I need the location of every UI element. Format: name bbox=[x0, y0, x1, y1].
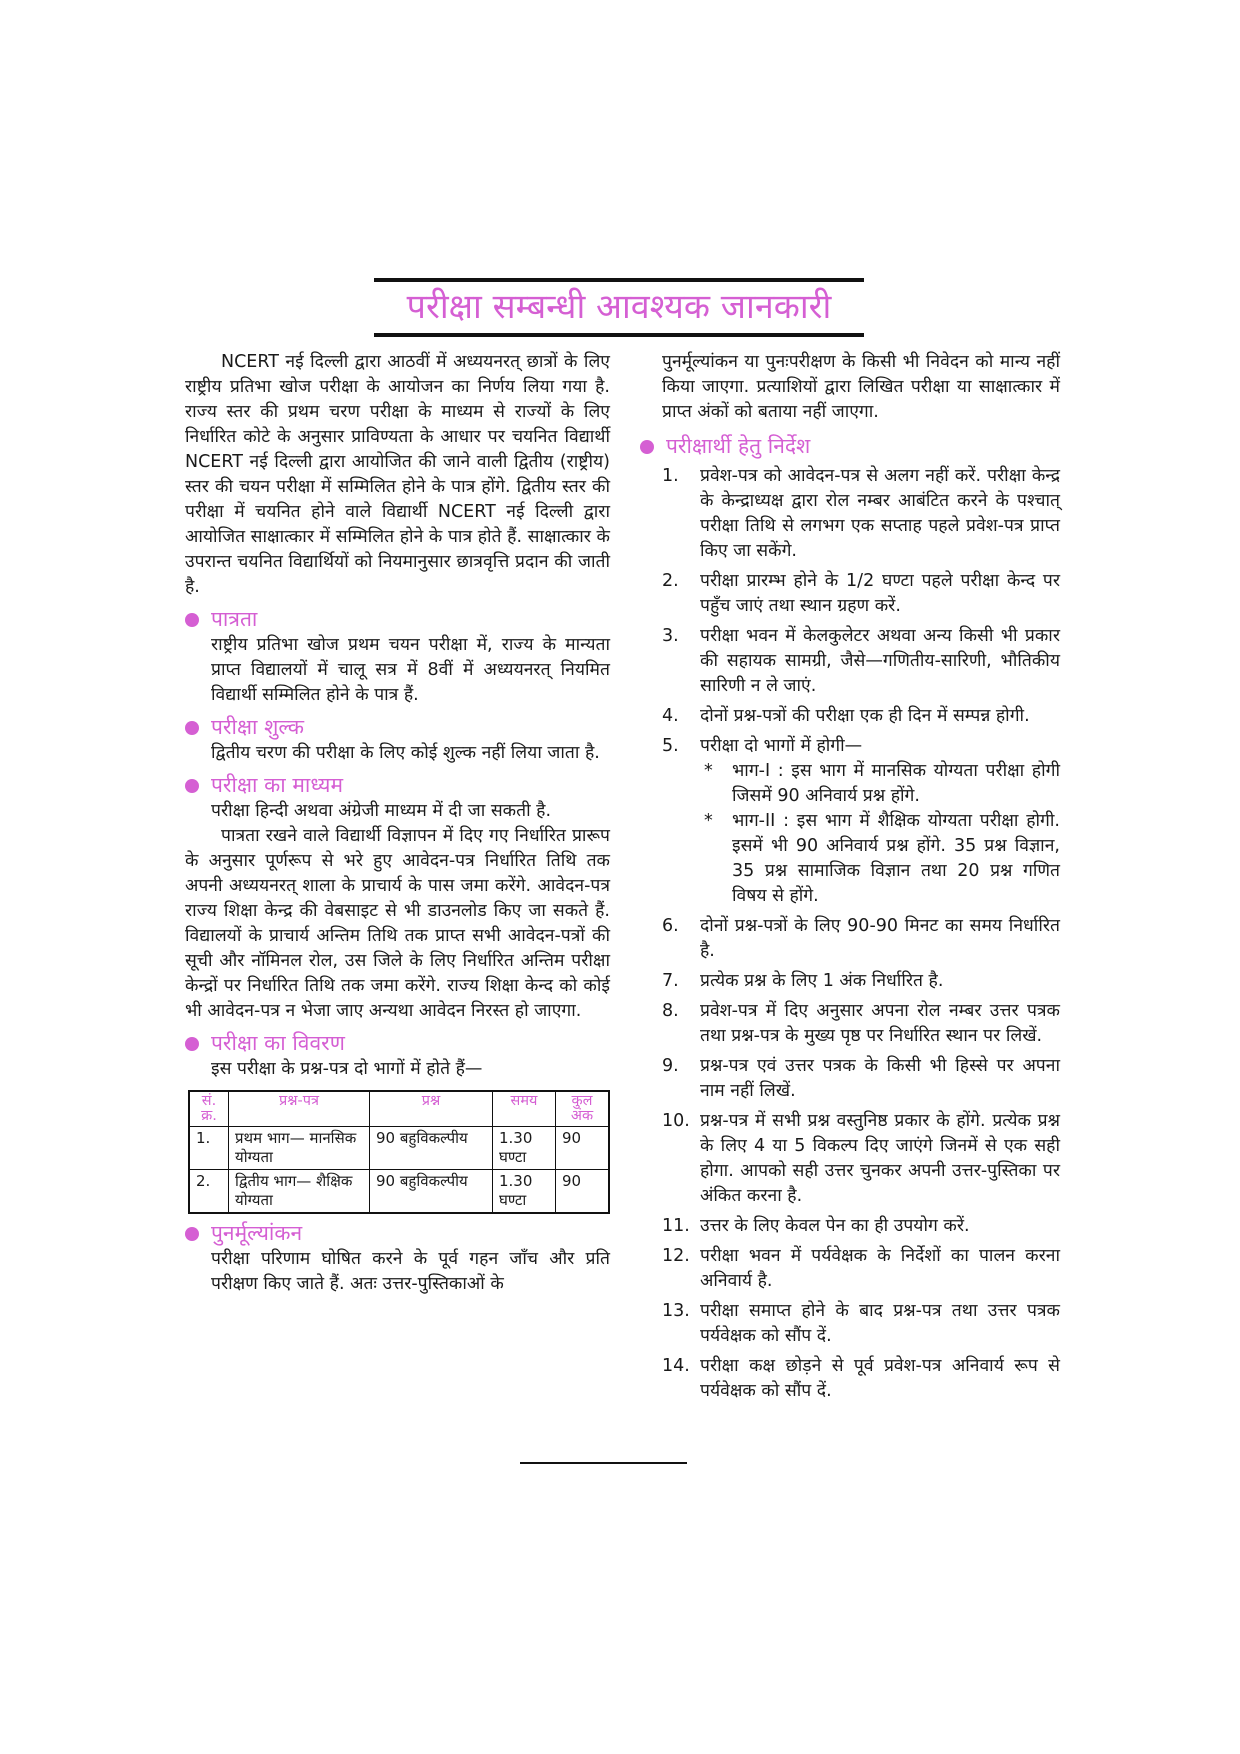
table-cell: 90 बहुविकल्पीय bbox=[370, 1127, 493, 1170]
item-text: दोनों प्रश्न-पत्रों के लिए 90-90 मिनट का समय निर्धारित है. bbox=[700, 916, 1060, 961]
bullet-icon bbox=[185, 1227, 199, 1241]
bullet-icon bbox=[185, 721, 199, 735]
fee-text: द्वितीय चरण की परीक्षा के लिए कोई शुल्क नहीं लिया जाता है. bbox=[211, 743, 600, 763]
list-item bbox=[662, 1214, 1060, 1239]
bullet-icon bbox=[185, 1037, 199, 1051]
section-title: परीक्षार्थी हेतु निर्देश bbox=[666, 434, 811, 458]
instruction-list bbox=[640, 464, 1060, 1404]
item-text: परीक्षा भवन में पर्यवेक्षक के निर्देशों का पालन करना अनिवार्य है. bbox=[700, 1246, 1060, 1291]
medium-text-1: परीक्षा हिन्दी अथवा अंग्रेजी माध्यम में दी जा सकती है. bbox=[211, 801, 552, 821]
table-cell: 90 bbox=[556, 1127, 610, 1170]
item-number: 3. bbox=[662, 626, 679, 646]
item-text: प्रवेश-पत्र को आवेदन-पत्र से अलग नहीं करें. परीक्षा केन्द्र के केन्द्राध्यक्ष द्वारा रोल नम्बर आबंटित करने के पश्चात् परीक्षा तिथि से लगभग एक सप्ताह पहले प्रवेश-पत्र प्राप्त किए जा सकेंगे. bbox=[700, 466, 1060, 561]
section-heading-fee bbox=[185, 714, 610, 741]
header-cell: सं. क्र. bbox=[189, 1091, 229, 1127]
eligibility-text: राष्ट्रीय प्रतिभा खोज प्रथम चयन परीक्षा में, राज्य के मान्यता प्राप्त विद्यालयों में चालू सत्र में 8वीं में अध्ययनरत् नियमित विद्यार्थी सम्मिलित होने के पात्र हैं. bbox=[211, 635, 610, 705]
table-cell: 1.30 घण्टा bbox=[493, 1170, 556, 1214]
list-item bbox=[662, 1299, 1060, 1349]
intro-paragraph: NCERT नई दिल्ली द्वारा आठवीं में अध्ययनरत् छात्रों के लिए राष्ट्रीय प्रतिभा खोज परीक्षा के आयोजन का निर्णय लिया गया है. राज्य स्तर की प्रथम चरण परीक्षा के माध्यम से राज्यों के लिए निर्धारित कोटे के अनुसार प्राविण्यता के आधार पर चयनित विद्यार्थी NCERT नई दिल्ली द्वारा आयोजित की जाने वाली द्वितीय (राष्ट्रीय) स्तर की चयन परीक्षा में सम्मिलित होने के पात्र होंगे. द्वितीय स्तर की परीक्षा में चयनित होने वाले विद्यार्थी NCERT नई दिल्ली द्वारा आयोजित साक्षात्कार में सम्मिलित होने के पात्र होते हैं. साक्षात्कार के उपरान्त चयनित विद्यार्थियों को नियमानुसार छात्रवृत्ति प्रदान की जाती है. bbox=[185, 352, 610, 597]
item-number: 14. bbox=[662, 1356, 690, 1376]
item-text: दोनों प्रश्न-पत्रों की परीक्षा एक ही दिन में सम्पन्न होगी. bbox=[700, 706, 1030, 726]
item-text: प्रत्येक प्रश्न के लिए 1 अंक निर्धारित है. bbox=[700, 971, 944, 991]
table-cell: 1.30 घण्टा bbox=[493, 1127, 556, 1170]
section-title: परीक्षा का माध्यम bbox=[211, 773, 344, 797]
title-bottom-rule bbox=[374, 333, 864, 337]
table-header-row bbox=[189, 1091, 609, 1127]
table-cell: 2. bbox=[189, 1170, 229, 1214]
item-number: 11. bbox=[662, 1216, 690, 1236]
item-number: 10. bbox=[662, 1111, 690, 1131]
item-text: परीक्षा भवन में केलकुलेटर अथवा अन्य किसी भी प्रकार की सहायक सामग्री, जैसे—गणितीय-सारिणी, भौतिकीय सारिणी न ले जाएं. bbox=[700, 626, 1060, 696]
header-cell: प्रश्न-पत्र bbox=[229, 1091, 370, 1127]
details-text: इस परीक्षा के प्रश्न-पत्र दो भागों में होते हैं— bbox=[211, 1059, 483, 1079]
revaluation-continued: पुनर्मूल्यांकन या पुनःपरीक्षण के किसी भी निवेदन को मान्य नहीं किया जाएगा. प्रत्याशियों द्वारा लिखित परीक्षा या साक्षात्कार में प्राप्त अंकों को बताया नहीं जाएगा. bbox=[662, 352, 1060, 422]
bottom-rule bbox=[520, 1462, 687, 1464]
section-heading-medium bbox=[185, 772, 610, 799]
list-item bbox=[662, 704, 1060, 729]
item-text: परीक्षा कक्ष छोड़ने से पूर्व प्रवेश-पत्र अनिवार्य रूप से पर्यवेक्षक को सौंप दें. bbox=[700, 1356, 1060, 1401]
section-heading-eligibility bbox=[185, 606, 610, 633]
item-number: 2. bbox=[662, 571, 679, 591]
table-row bbox=[189, 1170, 609, 1214]
page-title: परीक्षा सम्बन्धी आवश्यक जानकारी bbox=[406, 287, 832, 327]
item-text: परीक्षा समाप्त होने के बाद प्रश्न-पत्र तथा उत्तर पत्रक पर्यवेक्षक को सौंप दें. bbox=[700, 1301, 1060, 1346]
list-item bbox=[662, 464, 1060, 564]
table-cell: द्वितीय भाग— शैक्षिक योग्यता bbox=[229, 1170, 370, 1214]
sub-item-text: भाग-II : इस भाग में शैक्षिक योग्यता परीक्षा होगी. इसमें भी 90 अनिवार्य प्रश्न होंगे. 35 प्रश्न विज्ञान, 35 प्रश्न सामाजिक विज्ञान तथा 20 प्रश्न गणित विषय से होंगे. bbox=[732, 811, 1060, 906]
list-item bbox=[662, 569, 1060, 619]
section-title: पात्रता bbox=[211, 607, 258, 631]
item-text: परीक्षा प्रारम्भ होने के 1/2 घण्टा पहले परीक्षा केन्द पर पहुँच जाएं तथा स्थान ग्रहण करें. bbox=[700, 571, 1060, 616]
sub-item bbox=[700, 809, 1060, 909]
item-number: 7. bbox=[662, 971, 679, 991]
list-item bbox=[662, 914, 1060, 964]
bullet-icon bbox=[185, 613, 199, 627]
section-heading-revaluation bbox=[185, 1220, 610, 1247]
medium-text-2: पात्रता रखने वाले विद्यार्थी विज्ञापन में दिए गए निर्धारित प्रारूप के अनुसार पूर्णरूप से भरे हुए आवेदन-पत्र निर्धारित तिथि तक अपनी अध्ययनरत् शाला के प्राचार्य के पास जमा करेंगे. आवेदन-पत्र राज्य शिक्षा केन्द्र की वेबसाइट से भी डाउनलोड किए जा सकते हैं. विद्यालयों के प्राचार्य अन्तिम तिथि तक प्राप्त सभी आवेदन-पत्रों की सूची और नॉमिनल रोल, उस जिले के लिए निर्धारित अन्तिम परीक्षा केन्द्रों पर निर्धारित तिथि तक जमा करेंगे. राज्य शिक्षा केन्द को कोई भी आवेदन-पत्र न भेजा जाए अन्यथा आवेदन निरस्त हो जाएगा. bbox=[185, 826, 610, 1021]
header-cell: प्रश्न bbox=[370, 1091, 493, 1127]
item-number: 6. bbox=[662, 916, 679, 936]
sub-item bbox=[700, 759, 1060, 809]
item-number: 8. bbox=[662, 1001, 679, 1021]
item-number: 5. bbox=[662, 736, 679, 756]
section-heading-details bbox=[185, 1030, 610, 1057]
title-block bbox=[374, 278, 864, 337]
item-number: 9. bbox=[662, 1056, 679, 1076]
section-title: परीक्षा शुल्क bbox=[211, 715, 305, 739]
list-item bbox=[662, 969, 1060, 994]
section-title: पुनर्मूल्यांकन bbox=[211, 1221, 303, 1245]
exam-table bbox=[188, 1090, 610, 1214]
item-text: परीक्षा दो भागों में होगी— bbox=[700, 736, 863, 756]
item-number: 12. bbox=[662, 1246, 690, 1266]
left-column bbox=[185, 350, 610, 1297]
item-text: प्रश्न-पत्र एवं उत्तर पत्रक के किसी भी हिस्से पर अपना नाम नहीं लिखें. bbox=[700, 1056, 1060, 1101]
item-number: 4. bbox=[662, 706, 679, 726]
bullet-icon bbox=[640, 440, 654, 454]
list-item bbox=[662, 1054, 1060, 1104]
header-cell: समय bbox=[493, 1091, 556, 1127]
list-item bbox=[662, 999, 1060, 1049]
item-text: प्रवेश-पत्र में दिए अनुसार अपना रोल नम्बर उत्तर पत्रक तथा प्रश्न-पत्र के मुख्य पृष्ठ पर निर्धारित स्थान पर लिखें. bbox=[700, 1001, 1060, 1046]
section-heading-instructions bbox=[640, 433, 1060, 460]
section-title: परीक्षा का विवरण bbox=[211, 1031, 345, 1055]
item-number: 1. bbox=[662, 466, 679, 486]
item-number: 13. bbox=[662, 1301, 690, 1321]
table-cell: 90 बहुविकल्पीय bbox=[370, 1170, 493, 1214]
table-cell: 1. bbox=[189, 1127, 229, 1170]
sub-list bbox=[700, 759, 1060, 909]
header-cell: कुल अंक bbox=[556, 1091, 610, 1127]
list-item bbox=[662, 624, 1060, 699]
revaluation-text: परीक्षा परिणाम घोषित करने के पूर्व गहन जाँच और प्रति परीक्षण किए जाते हैं. अतः उत्तर-पुस्तिकाओं के bbox=[211, 1249, 610, 1294]
bullet-icon bbox=[185, 779, 199, 793]
list-item bbox=[662, 734, 1060, 909]
list-item bbox=[662, 1244, 1060, 1294]
item-text: प्रश्न-पत्र में सभी प्रश्न वस्तुनिष्ठ प्रकार के होंगे. प्रत्येक प्रश्न के लिए 4 या 5 विकल्प दिए जाएंगे जिनमें से एक सही होगा. आपको सही उत्तर चुनकर अपनी उत्तर-पुस्तिका पर अंकित करना है. bbox=[700, 1111, 1060, 1206]
table-cell: 90 bbox=[556, 1170, 610, 1214]
sub-item-text: भाग-I : इस भाग में मानसिक योग्यता परीक्षा होगी जिसमें 90 अनिवार्य प्रश्न होंगे. bbox=[732, 761, 1060, 806]
table-row bbox=[189, 1127, 609, 1170]
table-cell: प्रथम भाग— मानसिक योग्यता bbox=[229, 1127, 370, 1170]
asterisk-icon: * bbox=[704, 811, 713, 831]
asterisk-icon: * bbox=[704, 761, 713, 781]
right-column bbox=[640, 350, 1060, 1409]
list-item bbox=[662, 1354, 1060, 1404]
list-item bbox=[662, 1109, 1060, 1209]
item-text: उत्तर के लिए केवल पेन का ही उपयोग करें. bbox=[700, 1216, 970, 1236]
